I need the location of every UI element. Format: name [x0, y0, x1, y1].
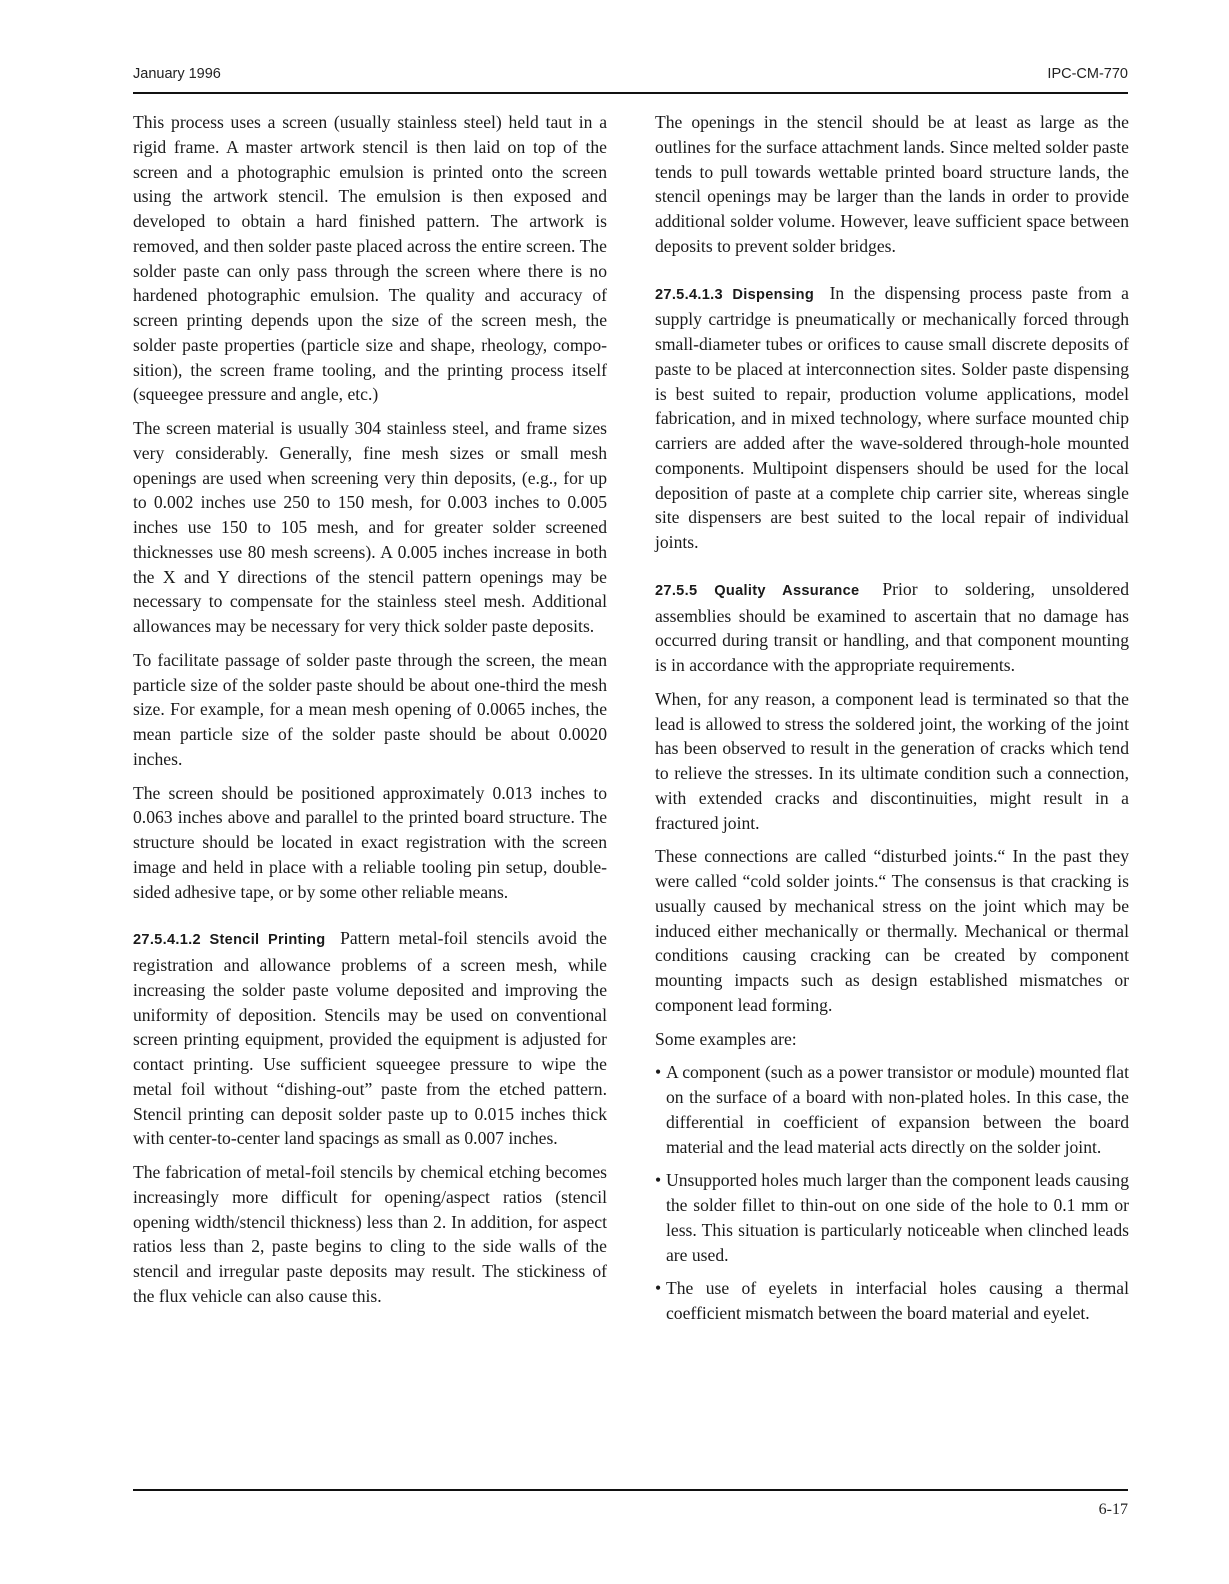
section-quality-assurance	[655, 577, 1129, 678]
paragraph-disturbed-joints: These connections are called “disturbed joints.“ In the past they were called “cold solder joints.“ The consensus is that cracking is usually caused by mechanical stress on the joint which may be induced either mechanically or thermally. Mechanical or thermal conditions causing cracking can be created by component mounting impacts such as design established mismatches or component lead forming.	[655, 846, 1129, 1015]
header-rule	[133, 92, 1128, 94]
examples-list	[655, 1060, 1129, 1326]
section-heading-stencil-printing: 27.5.4.1.2 Stencil Printing	[133, 932, 326, 949]
section-heading-quality-assurance: 27.5.5 Quality Assurance	[655, 582, 860, 599]
paragraph-screen-process: This process uses a screen (usually stainless steel) held taut in a rigid frame. A master artwork stencil is then laid on top of the screen and a photographic emulsion is printed onto the screen using the artwork stencil. The emulsion is then exposed and developed to obtain a hard finished pattern. The artwork is removed, and then solder paste placed across the entire screen. The solder paste can only pass through the screen where there is no hardened photographic emulsion. The quality and accuracy of screen printing depends upon the size of the screen mesh, the solder paste properties (particle size and shape, rheology, composition), the screen frame tooling, and the printing process itself (squeegee pressure and angle, etc.)	[133, 112, 607, 405]
page-header	[133, 64, 1128, 88]
bullet-icon: •	[655, 1278, 662, 1299]
right-column	[655, 110, 1129, 1335]
section-dispensing	[655, 281, 1129, 555]
paragraph-examples-intro: Some examples are:	[655, 1028, 797, 1049]
list-item	[655, 1276, 1129, 1326]
list-item-text: Unsupported holes much larger than the component leads causing the solder fillet to thin-out on one side of the hole to 0.1 mm or less. This situation is particularly noticeable when clinched leads are used.	[666, 1170, 1129, 1265]
section-text-stencil-printing: Pattern metal-foil stencils avoid the registration and allowance problems of a screen mesh, while increasing the solder paste volume deposited and improving the uniformity of deposition. Stencils may be used on conventional screen printing equipment, provided the equipment is adjusted for contact printing. Use sufficient squeegee pressure to wipe the metal foil without “dishing-out” paste from the etched pattern. Stencil printing can deposit solder paste up to 0.015 inches thick with center-to-center land spacings as small as 0.007 inches.	[133, 928, 607, 1149]
paragraph-stencil-openings: The openings in the stencil should be at least as large as the outlines for the surface attachment lands. Since melted solder paste tends to pull towards wettable printed board structure lands, the stencil openings may be larger than the lands in order to provide additional solder volume. However, leave sufficient space between deposits to prevent solder bridges.	[655, 112, 1129, 256]
page-number: 6-17	[1098, 1501, 1128, 1518]
bullet-icon: •	[655, 1170, 662, 1191]
list-item-text: The use of eyelets in interfacial holes causing a thermal coefficient mismatch between the board material and eyelet.	[666, 1278, 1129, 1323]
header-date: January 1996	[133, 66, 221, 82]
paragraph-screen-material: The screen material is usually 304 stainless steel, and frame sizes very considerably. Generally, fine mesh sizes or small mesh openings are used when screening very thin deposits, (e.g., for up to 0.002 inches use 250 to 150 mesh, for 0.003 inches to 0.005 inches use 150 to 105 mesh, and for greater solder screened thicknesses use 80 mesh screens). A 0.005 inches increase in both the X and Y directions of the stencil pattern openings may be necessary to compensate for the stainless steel mesh. Additional allowances may be necessary for very thick solder paste deposits.	[133, 418, 607, 636]
paragraph-particle-size: To facilitate passage of solder paste through the screen, the mean particle size of the solder paste should be about one-third the mesh size. For example, for a mean mesh opening of 0.0065 inches, the mean particle size of the solder paste should be about 0.0020 inches.	[133, 649, 607, 769]
paragraph-lead-stress: When, for any reason, a component lead is terminated so that the lead is allowed to stress the soldered joint, the working of the joint has been observed to result in the generation of cracks which tend to relieve the stresses. In its ultimate condition such a connection, with extended cracks and discontinuities, might result in a fractured joint.	[655, 688, 1129, 833]
section-stencil-printing	[133, 926, 607, 1151]
paragraph-stencil-fabrication: The fabrication of metal-foil stencils by chemical etching becomes increasingly more difficult for opening/aspect ratios (stencil opening width/stencil thickness) less than 2. In addition, for aspect ratios less than 2, paste begins to cling to the side walls of the stencil and irregular paste deposits may result. The stickiness of the flux vehicle can also cause this.	[133, 1162, 607, 1306]
list-item	[655, 1168, 1129, 1267]
header-doc-id: IPC-CM-770	[1047, 66, 1128, 82]
left-column	[133, 110, 607, 1318]
section-heading-dispensing: 27.5.4.1.3 Dispensing	[655, 286, 815, 303]
list-item-text: A component (such as a power transistor or module) mounted flat on the surface of a board with non-plated holes. In this case, the differential in coefficient of expansion between the board material and the lead material acts directly on the solder joint.	[666, 1062, 1129, 1157]
section-text-quality-assurance: Prior to soldering, unsoldered assemblies should be examined to ascertain that no damage has occurred during transit or handling, and that component mounting is in accordance with the appropriate requirements.	[655, 578, 1129, 675]
list-item	[655, 1060, 1129, 1159]
footer-rule	[133, 1489, 1128, 1491]
paragraph-screen-position: The screen should be positioned approximately 0.013 inches to 0.063 inches above and parallel to the printed board structure. The structure should be located in exact registration with the screen image and held in place with a reliable tooling pin setup, double-sided adhesive tape, or by some other reliable means.	[133, 782, 607, 902]
bullet-icon: •	[655, 1062, 662, 1083]
section-text-dispensing: In the dispensing process paste from a supply cartridge is pneumatically or mechanically forced through small-diameter tubes or orifices to cause small discrete deposits of paste to be placed at interconnection sites. Solder paste dispensing is best suited to repair, production volume applications, model fabrication, and in mixed technology, where surface mounted chip carriers are added after the wave-soldered through-hole mounted components. Multipoint dispensers should be used for the local deposition of paste at a complete chip carrier site, whereas single site dispensers are best suited to the local repair of individual joints.	[655, 282, 1129, 552]
